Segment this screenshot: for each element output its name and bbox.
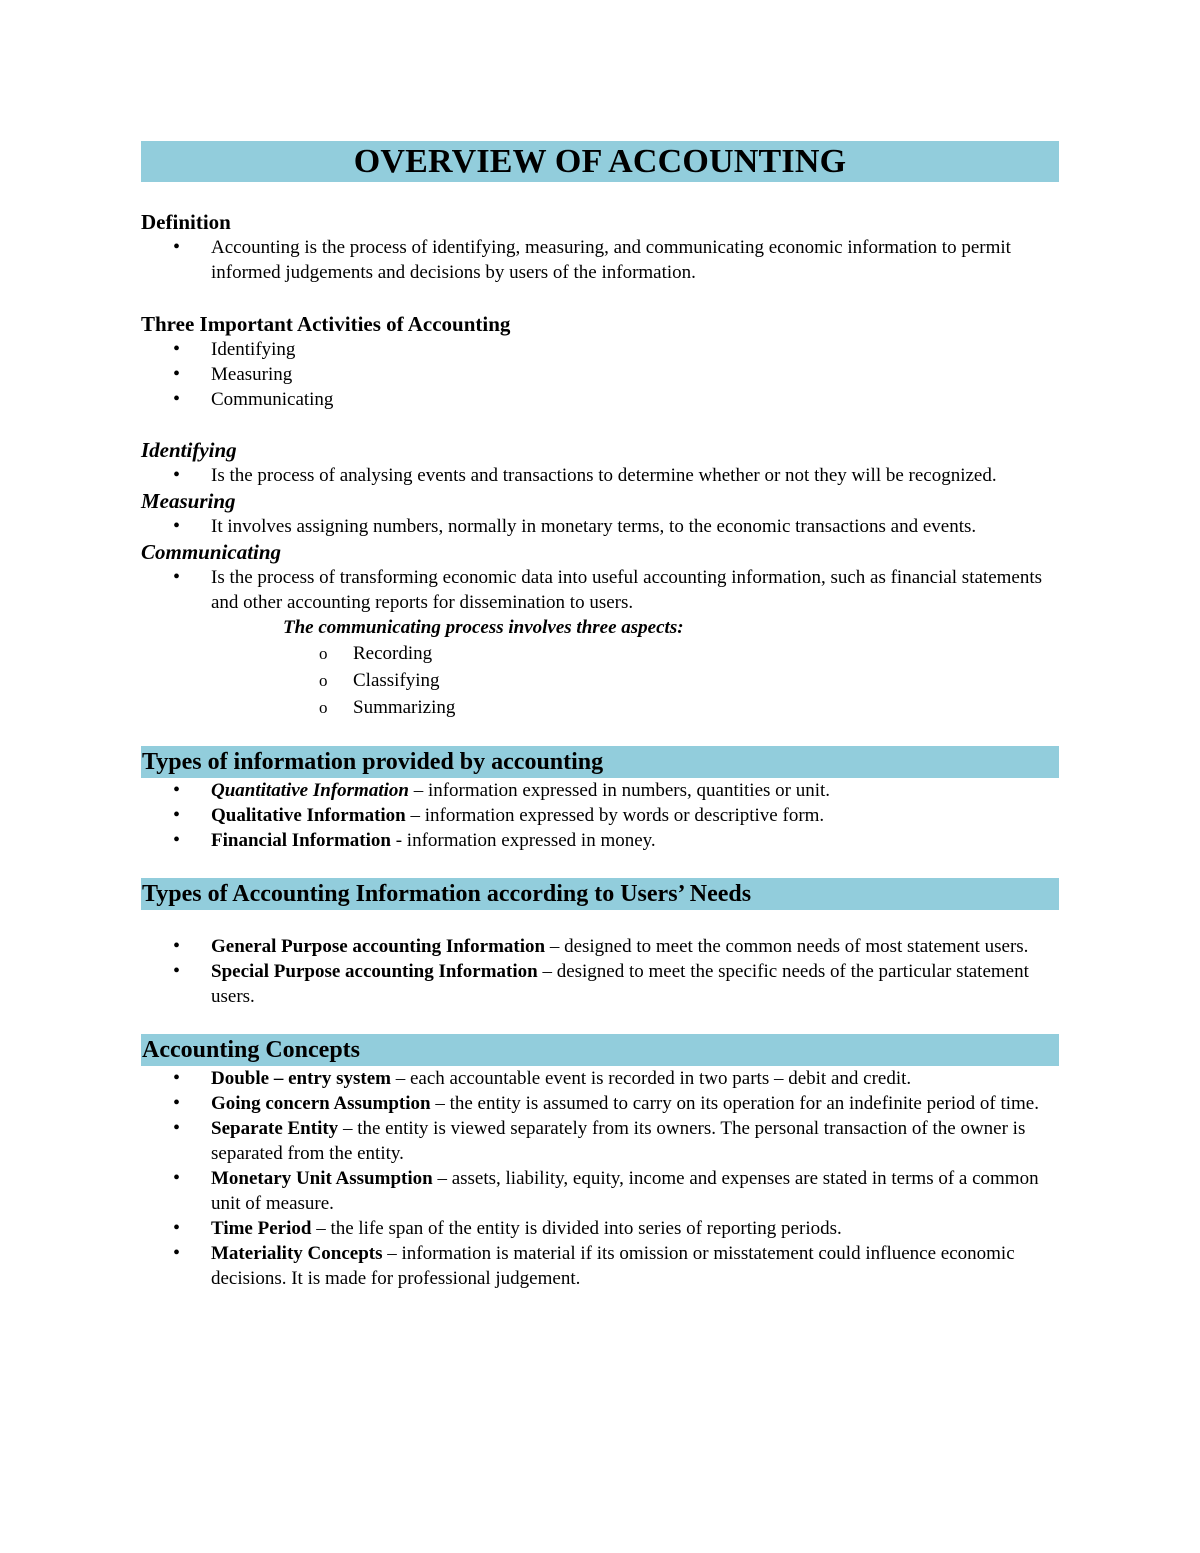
description: – assets, liability, equity, income and expenses are stated in terms of a common unit of measure. <box>211 1168 1039 1214</box>
user-needs-list <box>141 934 1059 1009</box>
description: – each accountable event is recorded in two parts – debit and credit. <box>390 1068 912 1089</box>
term: General Purpose accounting Information <box>211 936 546 957</box>
list-item <box>141 828 1059 853</box>
communicating-subheading: The communicating process involves three aspects: <box>283 617 684 638</box>
term: Time Period <box>211 1218 312 1239</box>
measuring-list <box>141 514 1059 539</box>
list-item <box>141 934 1059 959</box>
term: Quantitative Information <box>211 780 409 801</box>
list-item: • It involves assigning numbers, normally in monetary terms, to the economic transactions and events. <box>141 514 1059 539</box>
list-item <box>141 959 1059 1009</box>
list-item <box>141 1116 1059 1166</box>
term: Double – entry system <box>211 1068 391 1089</box>
term: Monetary Unit Assumption <box>211 1168 433 1189</box>
term: Qualitative Information <box>211 805 406 826</box>
description: – information is material if its omission or misstatement could influence economic decisions. It is made for professional judgement. <box>211 1243 1015 1289</box>
activities-list <box>141 337 1059 412</box>
list-item <box>141 1091 1059 1116</box>
aspects-list <box>141 640 1059 721</box>
description: – information expressed in numbers, quantities or unit. <box>408 780 831 801</box>
list-item <box>141 1166 1059 1216</box>
concepts-list <box>141 1066 1059 1291</box>
list-item: • Measuring <box>141 362 1059 387</box>
list-item <box>141 1241 1059 1291</box>
description: – the entity is assumed to carry on its operation for an indefinite period of time. <box>430 1093 1039 1114</box>
info-types-heading: Types of information provided by accounting <box>141 746 1059 778</box>
communicating-heading: Communicating <box>141 540 282 564</box>
concepts-heading: Accounting Concepts <box>141 1034 1059 1066</box>
term: Going concern Assumption <box>211 1093 431 1114</box>
term: Financial Information <box>211 830 391 851</box>
list-item <box>141 1066 1059 1091</box>
list-item: o Summarizing <box>141 694 1059 721</box>
document-page <box>141 141 1059 1291</box>
list-item: • Accounting is the process of identifying, measuring, and communicating economic information to permit informed judgements and decisions by users of the information. <box>141 235 1059 285</box>
list-item: • Identifying <box>141 337 1059 362</box>
info-types-list <box>141 778 1059 853</box>
list-item <box>141 803 1059 828</box>
term: Special Purpose accounting Information <box>211 961 538 982</box>
identifying-list <box>141 463 1059 488</box>
description: - information expressed in money. <box>390 830 656 851</box>
list-item: o Classifying <box>141 667 1059 694</box>
communicating-list <box>141 565 1059 615</box>
identifying-heading: Identifying <box>141 438 237 462</box>
list-item: • Is the process of transforming economic data into useful accounting information, such as financial statements and other accounting reports for dissemination to users. <box>141 565 1059 615</box>
list-item: • Communicating <box>141 387 1059 412</box>
term: Separate Entity <box>211 1118 339 1139</box>
list-item: • Is the process of analysing events and transactions to determine whether or not they will be recognized. <box>141 463 1059 488</box>
description: – information expressed by words or descriptive form. <box>405 805 825 826</box>
description: – the entity is viewed separately from its owners. The personal transaction of the owner is separated from the entity. <box>211 1118 1026 1164</box>
definition-heading: Definition <box>141 210 231 234</box>
term: Materiality Concepts <box>211 1243 383 1264</box>
list-item: o Recording <box>141 640 1059 667</box>
user-needs-heading: Types of Accounting Information according to Users’ Needs <box>141 878 1059 910</box>
list-item <box>141 1216 1059 1241</box>
description: – designed to meet the common needs of most statement users. <box>545 936 1029 957</box>
page-title: OVERVIEW OF ACCOUNTING <box>141 141 1059 182</box>
definition-list <box>141 235 1059 285</box>
description: – designed to meet the specific needs of the particular statement users. <box>211 961 1029 1007</box>
measuring-heading: Measuring <box>141 489 236 513</box>
description: – the life span of the entity is divided into series of reporting periods. <box>311 1218 842 1239</box>
activities-heading: Three Important Activities of Accounting <box>141 312 511 336</box>
list-item <box>141 778 1059 803</box>
